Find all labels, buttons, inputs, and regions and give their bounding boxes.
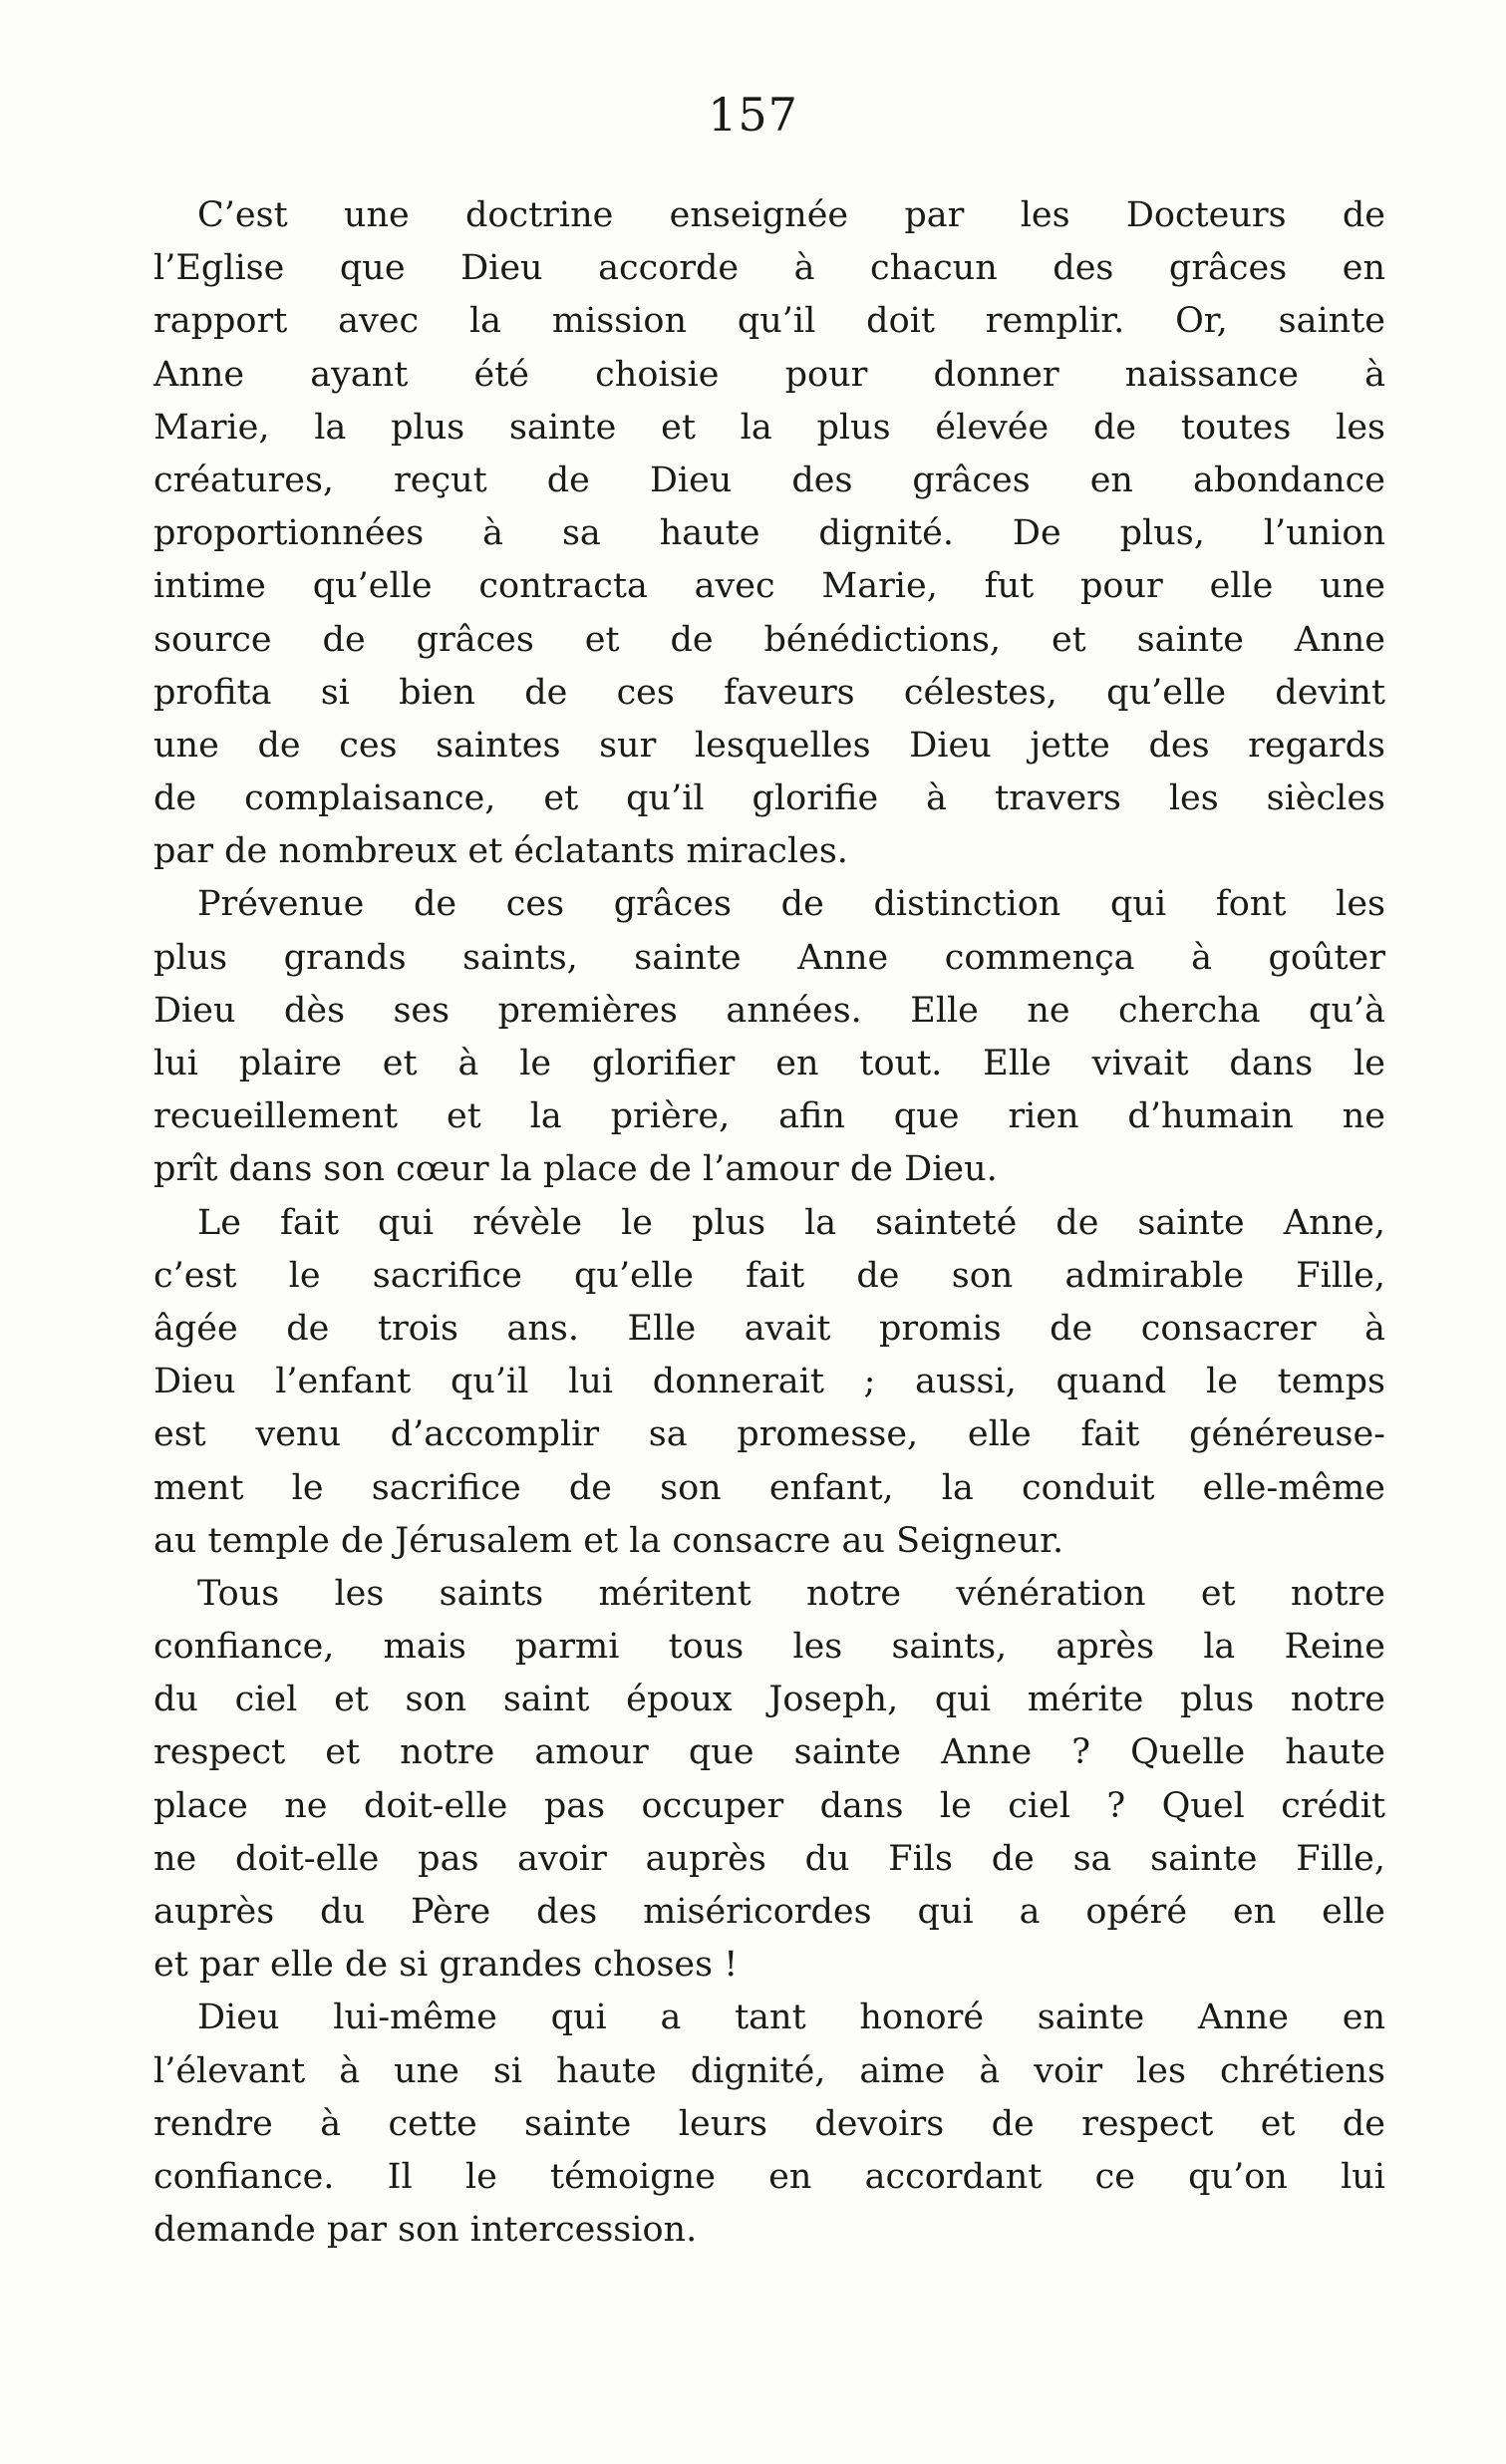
text-line: intime qu’elle contracta avec Marie, fut pour elle une: [153, 566, 1385, 607]
text-line: place ne doit-elle pas occuper dans le ciel ? Quel crédit: [153, 1785, 1385, 1826]
text-line: rendre à cette sainte leurs devoirs de respect et de: [153, 2103, 1385, 2144]
body-text: [153, 189, 1385, 2257]
text-line: C’est une doctrine enseignée par les Docteurs de: [197, 195, 1385, 235]
paragraph: [153, 878, 1385, 1196]
text-line: est venu d’accomplir sa promesse, elle fait généreuse-: [153, 1414, 1385, 1455]
page-number: 157: [708, 88, 798, 142]
text-line: demande par son intercession.: [153, 2210, 698, 2251]
text-line: profita si bien de ces faveurs célestes, qu’elle devint: [153, 672, 1385, 713]
text-line: respect et notre amour que sainte Anne ? Quelle haute: [153, 1732, 1385, 1773]
text-line: par de nombreux et éclatants miracles.: [153, 831, 848, 872]
text-line: ne doit-elle pas avoir auprès du Fils de sa sainte Fille,: [153, 1838, 1385, 1879]
text-line: créatures, reçut de Dieu des grâces en abondance: [153, 460, 1385, 500]
text-line: ment le sacrifice de son enfant, la conduit elle-même: [153, 1467, 1385, 1508]
paragraph: [153, 1992, 1385, 2257]
text-line: Dieu dès ses premières années. Elle ne chercha qu’à: [153, 990, 1385, 1031]
text-line: plus grands saints, sainte Anne commença à goûter: [153, 937, 1385, 978]
text-line: confiance. Il le témoigne en accordant ce qu’on lui: [153, 2156, 1385, 2197]
text-line: âgée de trois ans. Elle avait promis de consacrer à: [153, 1308, 1385, 1349]
text-line: confiance, mais parmi tous les saints, après la Reine: [153, 1627, 1385, 1668]
text-line: Prévenue de ces grâces de distinction qui font les: [197, 884, 1385, 925]
text-line: une de ces saintes sur lesquelles Dieu jette des regards: [153, 725, 1385, 766]
text-line: et par elle de si grandes choses !: [153, 1945, 739, 1986]
text-line: Marie, la plus sainte et la plus élevée de toutes les: [153, 407, 1385, 448]
text-line: Anne ayant été choisie pour donner naissance à: [153, 354, 1385, 395]
paragraph: [153, 1197, 1385, 1568]
text-line: c’est le sacrifice qu’elle fait de son admirable Fille,: [153, 1255, 1385, 1296]
text-line: auprès du Père des miséricordes qui a opéré en elle: [153, 1892, 1385, 1932]
text-line: Tous les saints méritent notre vénération et notre: [197, 1573, 1385, 1614]
text-line: lui plaire et à le glorifier en tout. Elle vivait dans le: [153, 1044, 1385, 1083]
text-line: au temple de Jérusalem et la consacre au Seigneur.: [153, 1520, 1064, 1561]
text-line: Le fait qui révèle le plus la sainteté de sainte Anne,: [197, 1202, 1385, 1243]
paragraph: [153, 1568, 1385, 1993]
text-line: l’élevant à une si haute dignité, aime à voir les chrétiens: [153, 2050, 1385, 2091]
text-line: proportionnées à sa haute dignité. De plus, l’union: [153, 513, 1385, 554]
text-line: prît dans son cœur la place de l’amour de Dieu.: [153, 1149, 998, 1190]
paragraph: [153, 189, 1385, 878]
text-line: Dieu l’enfant qu’il lui donnerait ; aussi, quand le temps: [153, 1362, 1385, 1402]
text-line: source de grâces et de bénédictions, et sainte Anne: [153, 619, 1385, 660]
text-line: recueillement et la prière, afin que rien d’humain ne: [153, 1096, 1385, 1137]
text-line: Dieu lui-même qui a tant honoré sainte Anne en: [197, 1998, 1385, 2038]
text-line: du ciel et son saint époux Joseph, qui mérite plus notre: [153, 1680, 1385, 1720]
text-line: rapport avec la mission qu’il doit remplir. Or, sainte: [153, 301, 1385, 342]
text-line: de complaisance, et qu’il glorifie à travers les siècles: [153, 778, 1385, 819]
text-line: l’Eglise que Dieu accorde à chacun des grâces en: [153, 248, 1385, 289]
